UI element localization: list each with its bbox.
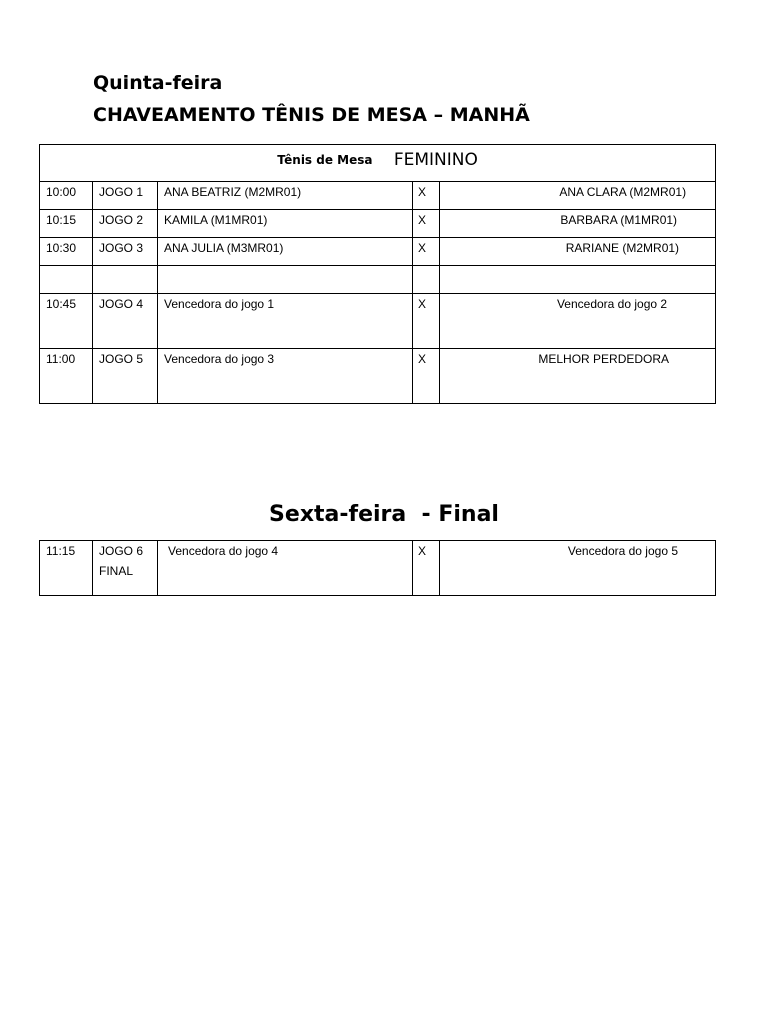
match-time: 10:15 [46,213,77,227]
final-table [39,540,716,596]
category-label: FEMININO [393,150,478,170]
player-1: Vencedora do jogo 1 [164,297,275,311]
versus-mark: X [418,185,427,199]
match-game: JOGO 3 [99,241,144,255]
table-row-empty [40,266,716,294]
match-time: 10:45 [46,297,77,311]
table-row [40,541,716,596]
schedule-table [39,144,716,404]
table-header-row [40,145,716,182]
versus-mark: X [418,544,427,558]
match-time: 11:15 [46,544,76,558]
final-title: Sexta-feira - Final [269,502,499,527]
player-1: Vencedora do jogo 3 [164,352,275,366]
match-time: 11:00 [46,352,76,366]
table-row [40,182,716,210]
match-time: 10:00 [46,185,77,199]
table-row [40,349,716,404]
match-time [40,266,92,269]
match-game: JOGO 6 [99,544,144,558]
player-2: RARIANE (M2MR01) [565,241,680,255]
table-row [40,294,716,349]
versus-mark: X [418,241,427,255]
player-2: MELHOR PERDEDORA [538,352,670,366]
bracket-title: CHAVEAMENTO TÊNIS DE MESA – MANHÃ [93,104,530,126]
table-row [40,210,716,238]
player-1: ANA JULIA (M3MR01) [164,241,284,255]
versus-mark: X [418,297,427,311]
table-header-cell [40,145,716,182]
match-game: JOGO 1 [99,185,144,199]
player-1 [158,266,412,269]
player-2: Vencedora do jogo 5 [567,544,678,558]
table-row [40,238,716,266]
player-1: KAMILA (M1MR01) [164,213,268,227]
player-2: BARBARA (M1MR01) [560,213,678,227]
versus-mark [413,266,439,269]
player-2 [440,266,715,269]
player-1: Vencedora do jogo 4 [168,544,279,558]
match-game: JOGO 5 [99,352,144,366]
day-title: Quinta-feira [93,72,223,94]
match-time: 10:30 [46,241,77,255]
match-game: JOGO 4 [99,297,144,311]
sport-label: Tênis de Mesa [277,153,373,167]
player-2: ANA CLARA (M2MR01) [559,185,687,199]
player-2: Vencedora do jogo 2 [556,297,668,311]
final-label: FINAL [99,564,134,578]
versus-mark: X [418,213,427,227]
match-game [93,266,157,269]
match-game: JOGO 2 [99,213,144,227]
versus-mark: X [418,352,427,366]
player-1: ANA BEATRIZ (M2MR01) [164,185,302,199]
